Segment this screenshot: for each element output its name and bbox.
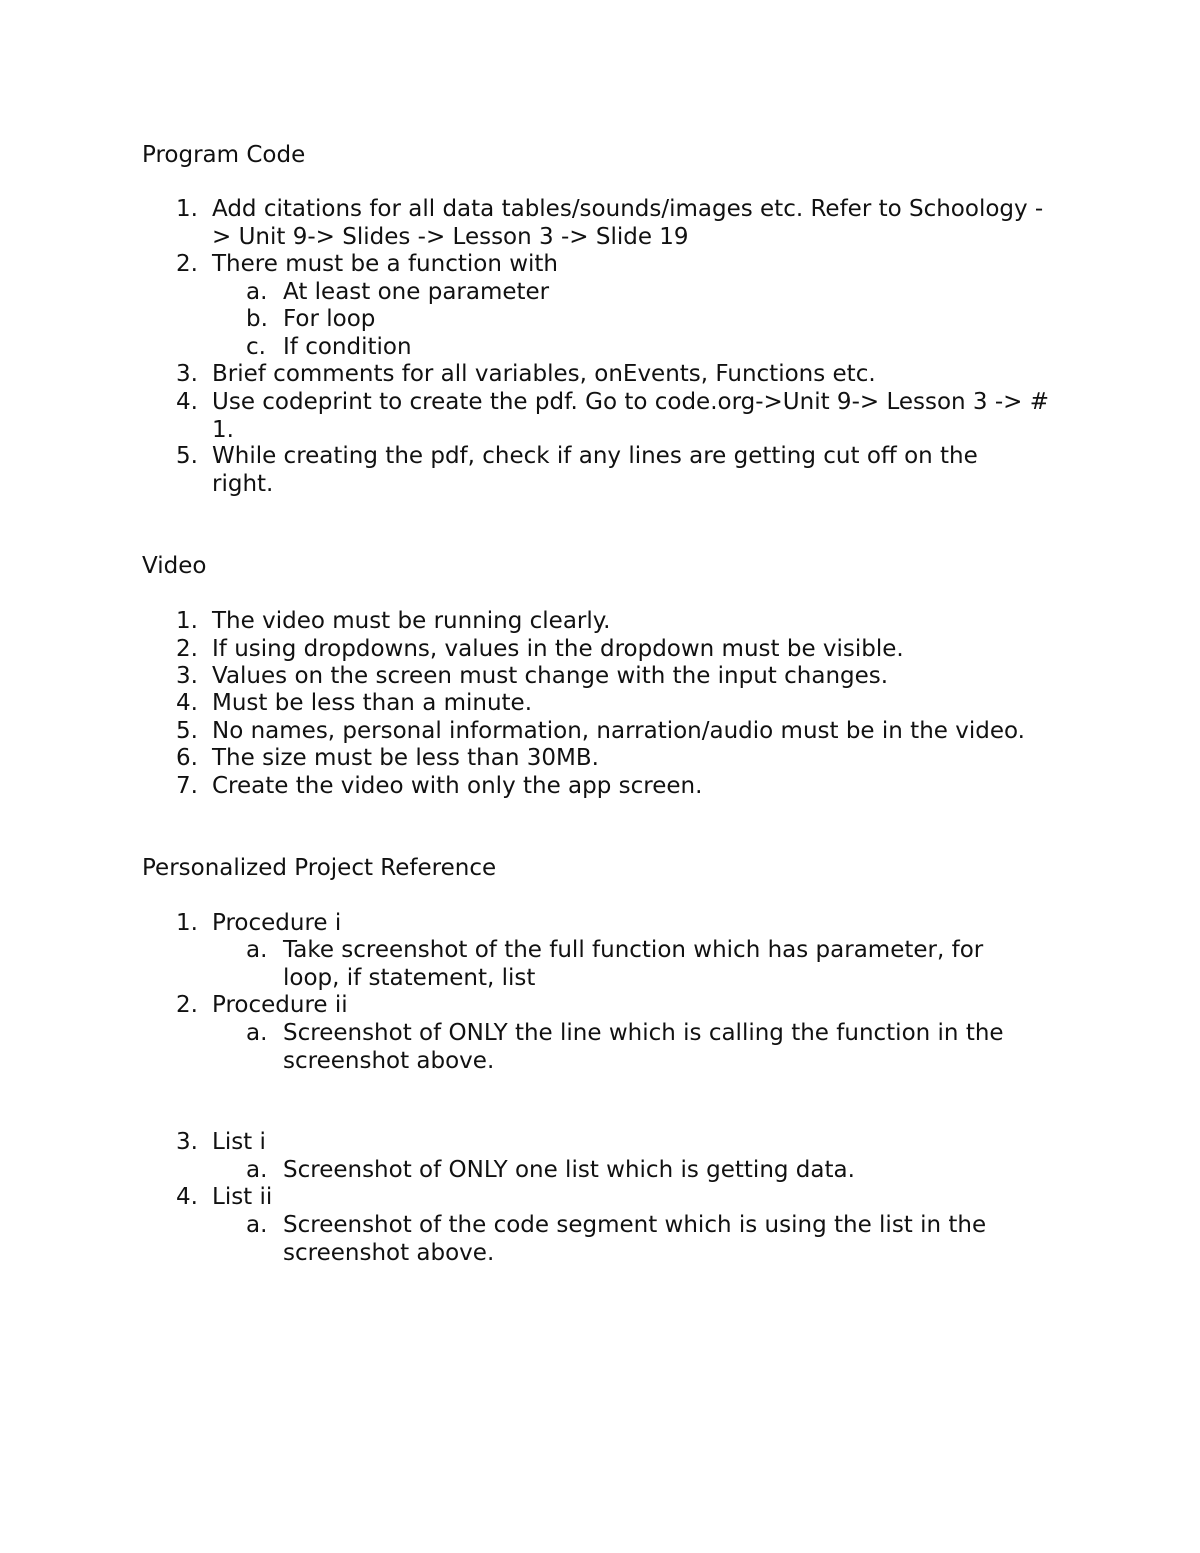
list-text: If using dropdowns, values in the dropdown must be visible. (212, 636, 904, 662)
sub-list-text: Take screenshot of the full function which has parameter, for loop, if statement, list (283, 937, 984, 991)
list-text: Values on the screen must change with the input changes. (212, 663, 889, 689)
list-number: 2. (176, 251, 198, 277)
section-heading: Video (142, 553, 207, 579)
list-text: The size must be less than 30MB. (212, 745, 599, 771)
list-number: 5. (176, 718, 198, 744)
sub-list-text: Screenshot of ONLY one list which is getting data. (283, 1157, 855, 1183)
list-text: Create the video with only the app screen. (212, 773, 703, 799)
sub-list-letter: a. (246, 937, 268, 963)
sub-list-letter: a. (246, 1157, 268, 1183)
list-text: Use codeprint to create the pdf. Go to code.org->Unit 9-> Lesson 3 -> # 1. (212, 389, 1050, 443)
sub-list-letter: c. (246, 334, 266, 360)
list-number: 1. (176, 196, 198, 222)
list-number: 2. (176, 636, 198, 662)
list-number: 1. (176, 608, 198, 634)
section-heading: Program Code (142, 142, 306, 168)
list-text: While creating the pdf, check if any lines are getting cut off on the right. (212, 443, 978, 497)
list-text: List ii (212, 1184, 273, 1210)
list-number: 3. (176, 1129, 198, 1155)
list-text: Must be less than a minute. (212, 690, 533, 716)
sub-list-text: Screenshot of ONLY the line which is calling the function in the screenshot above. (283, 1020, 1004, 1074)
list-text: Procedure ii (212, 992, 348, 1018)
list-text: There must be a function with (212, 251, 559, 277)
list-text: Procedure i (212, 910, 342, 936)
list-text: List i (212, 1129, 266, 1155)
sub-list-letter: a. (246, 1020, 268, 1046)
section-heading: Personalized Project Reference (142, 855, 497, 881)
sub-list-text: For loop (283, 306, 376, 332)
sub-list-letter: a. (246, 279, 268, 305)
list-text: No names, personal information, narration/audio must be in the video. (212, 718, 1025, 744)
list-number: 3. (176, 361, 198, 387)
list-text: Brief comments for all variables, onEvents, Functions etc. (212, 361, 876, 387)
sub-list-text: Screenshot of the code segment which is using the list in the screenshot above. (283, 1212, 987, 1266)
sub-list-text: At least one parameter (283, 279, 550, 305)
list-number: 6. (176, 745, 198, 771)
list-number: 2. (176, 992, 198, 1018)
list-number: 4. (176, 1184, 198, 1210)
list-number: 7. (176, 773, 198, 799)
sub-list-letter: b. (246, 306, 268, 332)
sub-list-text: If condition (283, 334, 412, 360)
list-number: 5. (176, 443, 198, 469)
list-number: 1. (176, 910, 198, 936)
list-text: The video must be running clearly. (212, 608, 611, 634)
list-number: 3. (176, 663, 198, 689)
sub-list-letter: a. (246, 1212, 268, 1238)
list-text: Add citations for all data tables/sounds/images etc. Refer to Schoology -> Unit 9-> Slides -> Lesson 3 -> Slide 19 (212, 196, 1044, 250)
list-number: 4. (176, 690, 198, 716)
list-number: 4. (176, 389, 198, 415)
